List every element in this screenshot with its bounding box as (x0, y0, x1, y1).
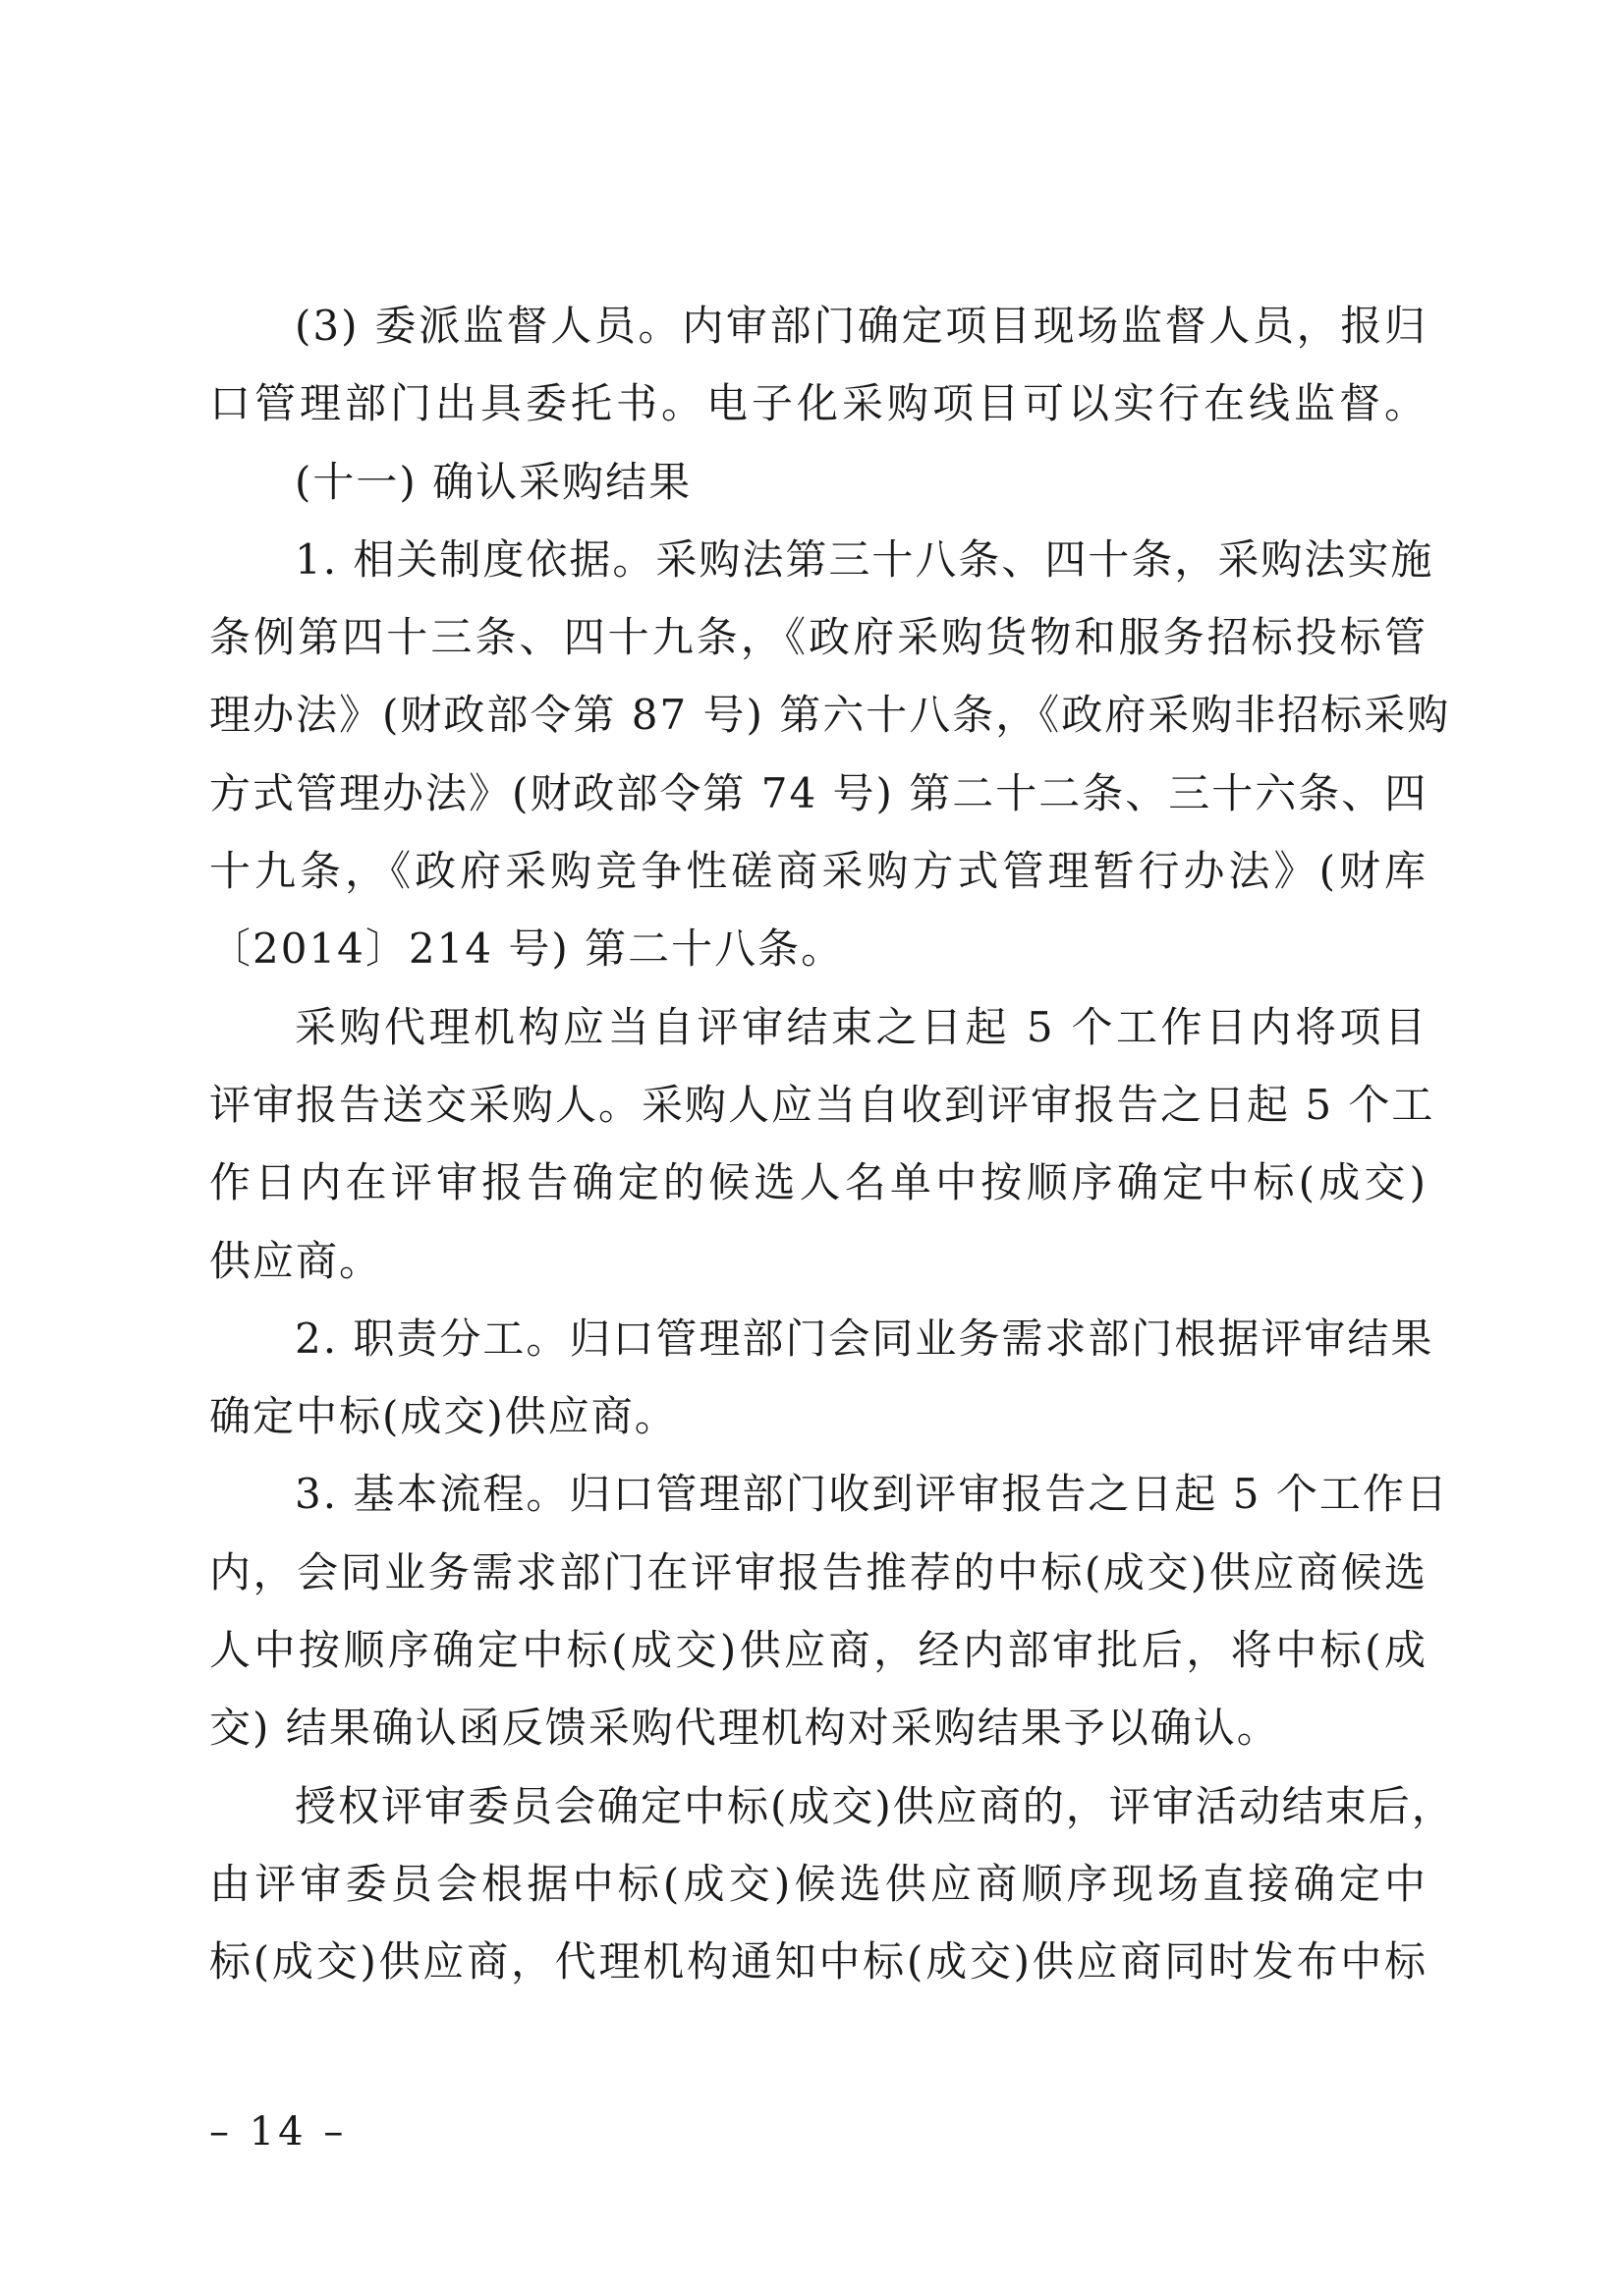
paragraph-line: 方式管理办法》(财政部令第 74 号) 第二十二条、三十六条、四 (209, 768, 1428, 817)
page-number: – 14 – (209, 2109, 348, 2155)
section-heading: (十一) 确认采购结果 (295, 457, 693, 506)
paragraph-line: 1. 相关制度依据。采购法第三十八条、四十条，采购法实施 (295, 534, 1434, 584)
paragraph-line: 内，会同业务需求部门在评审报告推荐的中标(成交)供应商候选 (209, 1547, 1428, 1596)
paragraph-line: 标(成交)供应商，代理机构通知中标(成交)供应商同时发布中标 (209, 1937, 1428, 1987)
paragraph-line: (3) 委派监督人员。内审部门确定项目现场监督人员，报归 (295, 302, 1428, 350)
paragraph-line: 〔2014〕214 号) 第二十八条。 (209, 924, 845, 974)
paragraph-line: 供应商。 (209, 1236, 383, 1285)
paragraph-line: 评审报告送交采购人。采购人应当自收到评审报告之日起 5 个工 (209, 1080, 1435, 1129)
paragraph-line: 3. 基本流程。归口管理部门收到评审报告之日起 5 个工作日 (295, 1470, 1449, 1519)
paragraph-line: 2. 职责分工。归口管理部门会同业务需求部门根据评审结果 (295, 1314, 1434, 1363)
paragraph-line: 由评审委员会根据中标(成交)候选供应商顺序现场直接确定中 (209, 1859, 1428, 1908)
paragraph-line: 作日内在评审报告确定的候选人名单中按顺序确定中标(成交) (209, 1158, 1428, 1207)
paragraph-line: 十九条，《政府采购竞争性磋商采购方式管理暂行办法》(财库 (209, 847, 1428, 896)
paragraph-line: 采购代理机构应当自评审结束之日起 5 个工作日内将项目 (295, 1002, 1428, 1051)
paragraph-line: 人中按顺序确定中标(成交)供应商，经内部审批后，将中标(成 (209, 1626, 1428, 1675)
paragraph-line: 交) 结果确认函反馈采购代理机构对采购结果予以确认。 (209, 1704, 1280, 1753)
document-body (209, 287, 1455, 2001)
paragraph-line: 确定中标(成交)供应商。 (209, 1392, 678, 1441)
paragraph-line: 授权评审委员会确定中标(成交)供应商的，评审活动结束后， (295, 1781, 1455, 1830)
paragraph-line: 理办法》(财政部令第 87 号) 第六十八条，《政府采购非招标采购 (209, 691, 1451, 740)
paragraph-line: 条例第四十三条、四十九条，《政府采购货物和服务招标投标管 (209, 613, 1428, 662)
paragraph-line: 口管理部门出具委托书。电子化采购项目可以实行在线监督。 (209, 379, 1428, 428)
